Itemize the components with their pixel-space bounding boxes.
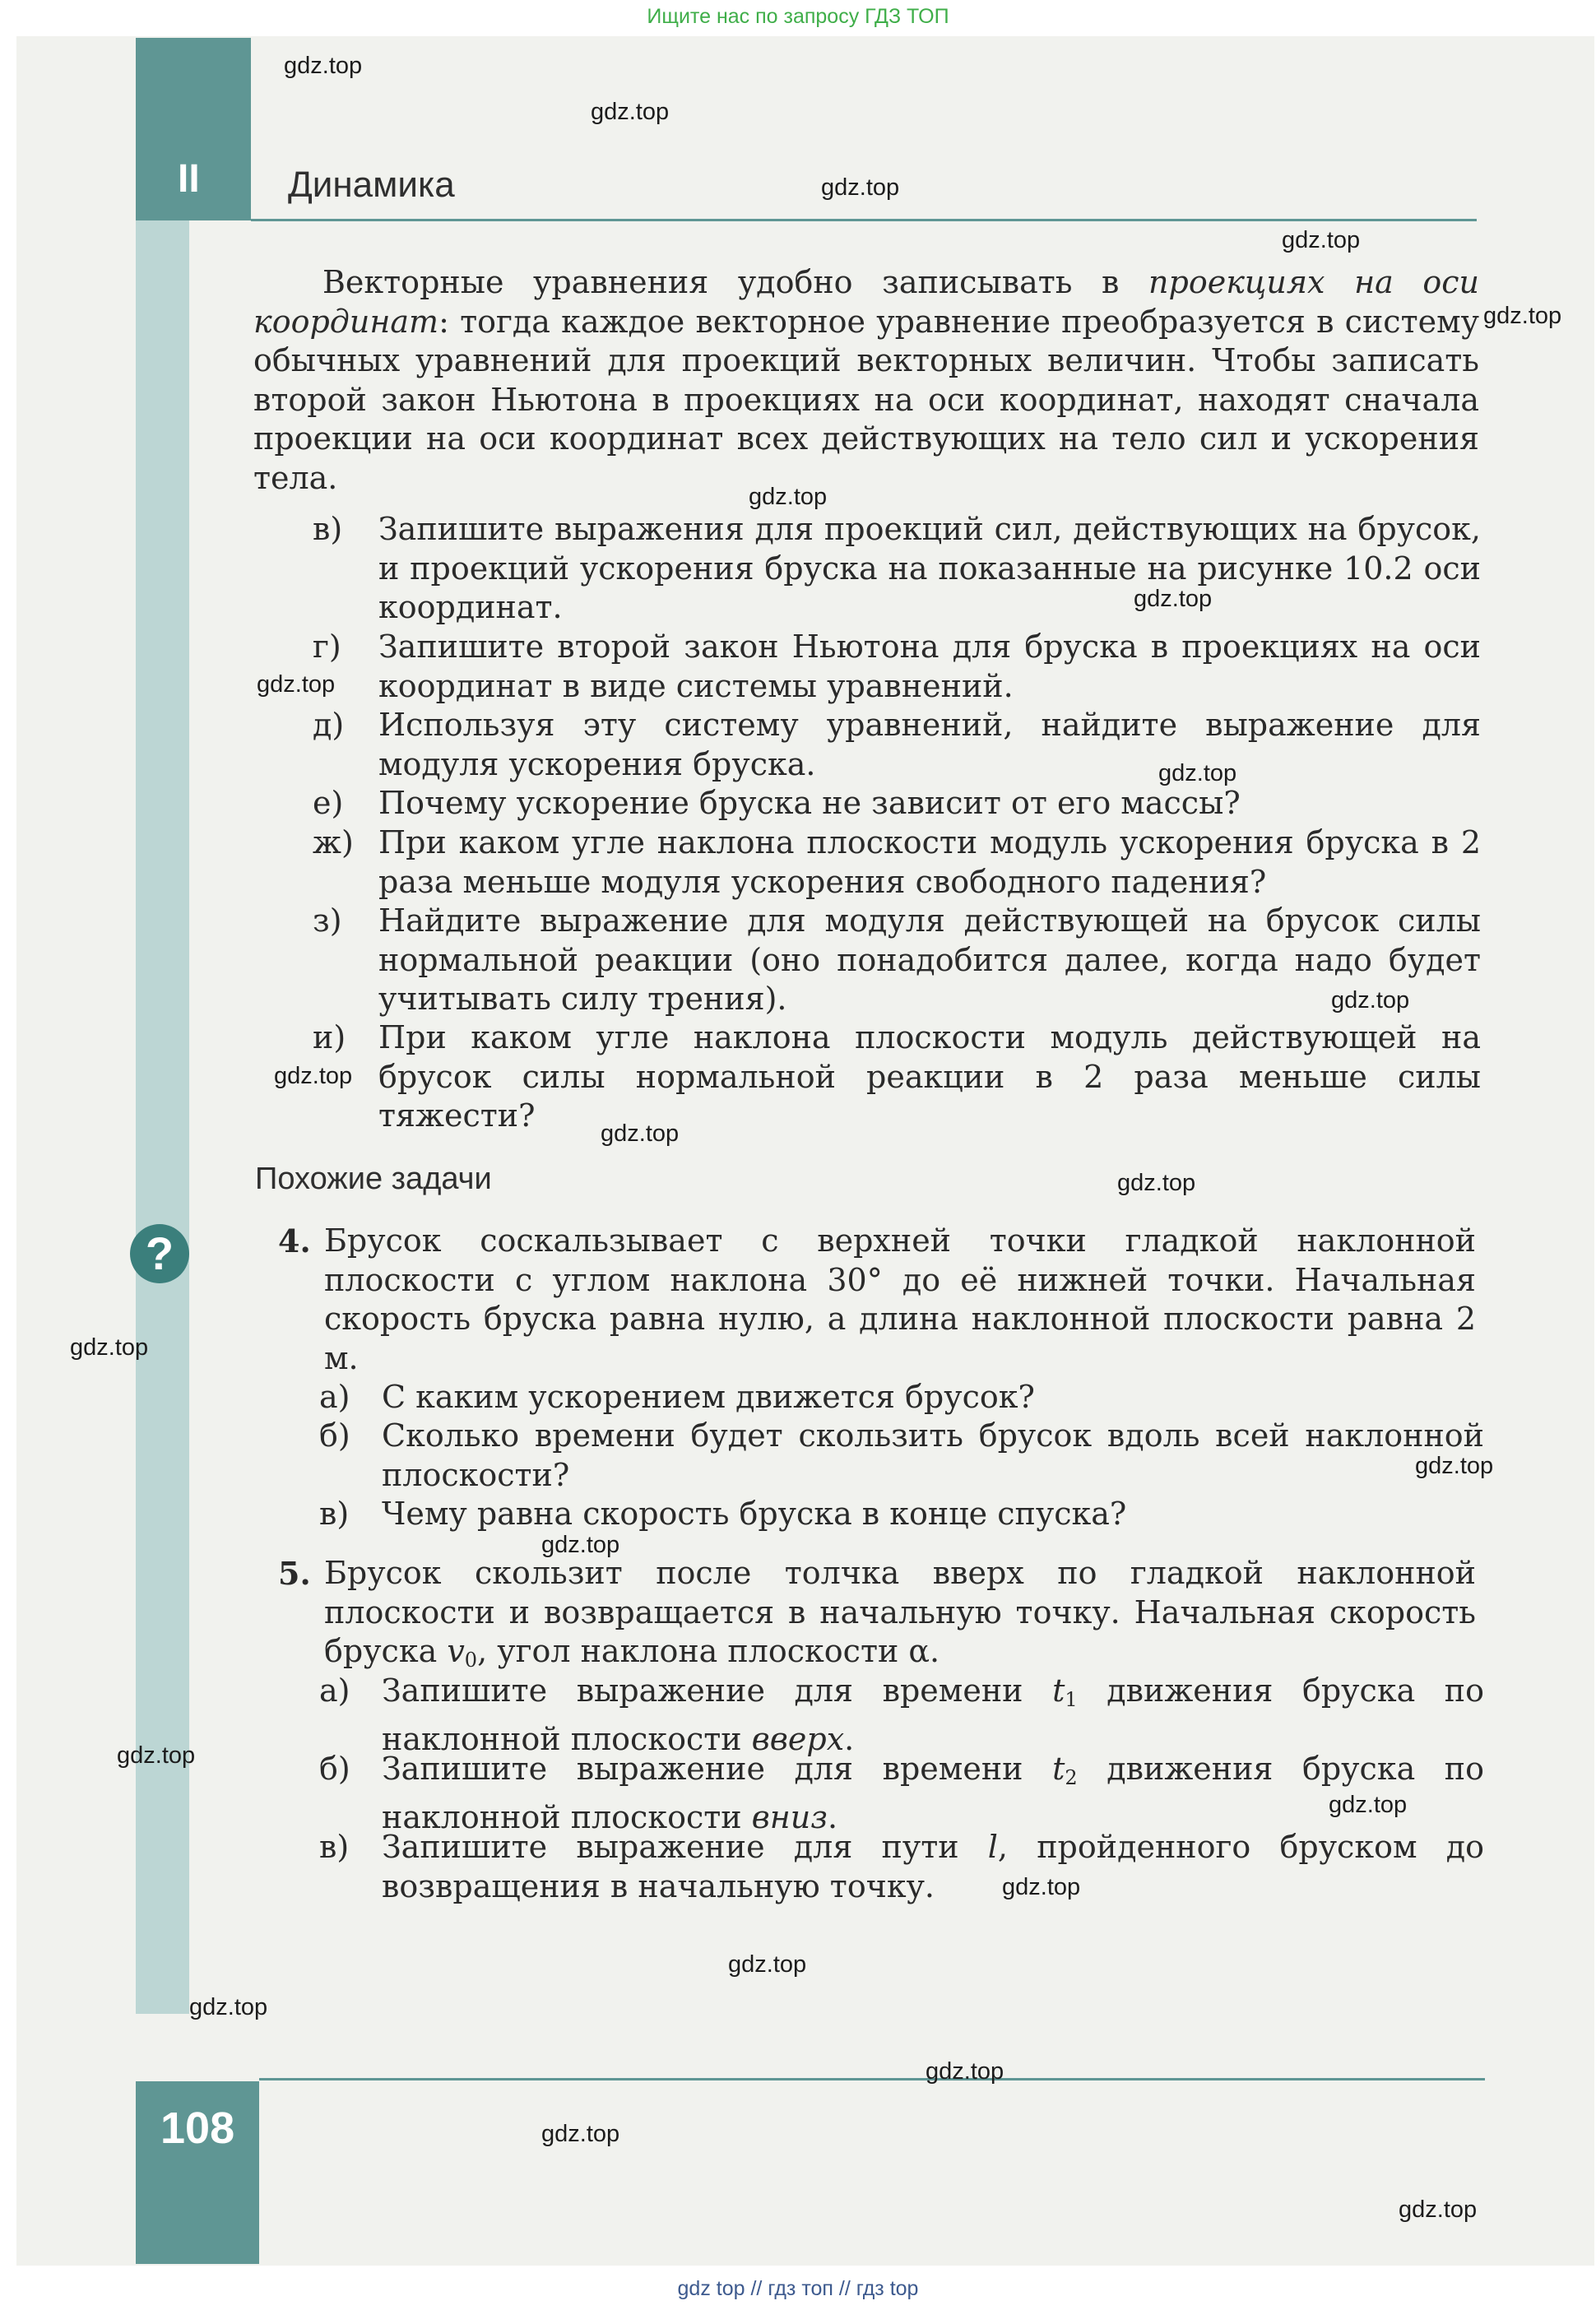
intro-part1: Векторные уравнения удобно записывать в [322,264,1149,300]
task-text-a: Брусок скользит после толчка вверх по гладкой наклонной плоскости и возвращается в начальную точку. Начальная скорость бруска [324,1555,1476,1669]
question-e [313,784,1481,823]
watermark: gdz.top [1483,303,1562,329]
watermark: gdz.top [541,2121,620,2147]
task-5-b [319,1750,1485,1837]
subtask-end: . [844,1720,855,1757]
subtask-end: . [828,1798,838,1835]
question-zh [313,823,1481,902]
subtask-text: Сколько времени будет скользить брусок вдоль всей наклонной плоскости? [382,1417,1484,1493]
task-4-c [319,1495,1484,1534]
question-label: г) [313,629,341,665]
subtask-text: движения бруска по наклонной плоскости [382,1751,1485,1835]
task-5-c [319,1828,1485,1906]
watermark: gdz.top [728,1951,807,1978]
task-4-b [319,1417,1484,1495]
watermark: gdz.top [257,671,336,698]
header-rule [251,219,1477,221]
task-number: 5. [278,1555,311,1592]
bottom-banner: gdz top // гдз топ // гдз top [677,2277,919,2300]
watermark: gdz.top [1134,586,1213,612]
question-label: и) [313,1019,346,1055]
subtask-label: в) [319,1496,350,1532]
task-text: Брусок соскальзывает с верхней точки гладкой наклонной плоскости с углом наклона 30° до её нижней точки. Начальная скорость бруска равна нулю, а длина наклонной плоскости равна 2 м. [324,1222,1476,1376]
velocity-subscript: 0 [464,1649,478,1672]
watermark: gdz.top [591,99,670,125]
subtask-text: , пройденного бруском до возвращения в начальную точку. [382,1829,1485,1904]
subtask-text: Чему равна скорость бруска в конце спуска? [382,1496,1127,1532]
watermark: gdz.top [601,1120,680,1147]
watermark: gdz.top [749,484,828,510]
direction-emphasis: вниз [751,1798,828,1835]
question-text: При каком угле наклона плоскости модуль ускорения бруска в 2 раза меньше модуля ускорения свободного падения? [378,824,1481,900]
intro-part2: : тогда каждое векторное уравнение преобразуется в систему обычных уравнений для проекций векторных величин. Чтобы записать второй закон Ньютона в проекциях на оси координат, находят сначала проекции на оси координат всех действующих на тело сил и ускорения тела. [253,303,1479,496]
question-text: При каком угле наклона плоскости модуль действующей на брусок силы нормальной реакции в 2 раза меньше силы тяжести? [378,1019,1481,1134]
watermark: gdz.top [284,53,363,79]
top-banner: Ищите нас по запросу ГДЗ ТОП [647,5,949,28]
intro-emphasis: проекциях на оси координат [253,264,1479,340]
task-5-a [319,1672,1485,1759]
question-z [313,902,1481,1019]
task-text-b: , угол наклона плоскости α. [477,1633,940,1669]
subtask-label: а) [319,1379,350,1415]
watermark: gdz.top [1329,1792,1408,1818]
task-4 [278,1222,1476,1378]
time-subscript: 1 [1065,1688,1078,1711]
watermark: gdz.top [541,1532,620,1558]
task-5 [278,1554,1476,1681]
subtask-label: а) [319,1672,350,1709]
page-number: 108 [160,2104,235,2153]
time-symbol: t [1052,1672,1065,1709]
question-d [313,706,1481,784]
subtask-text: Запишите выражение для пути [382,1829,988,1865]
question-text: Запишите выражения для проекций сил, действующих на брусок, и проекций ускорения бруска на показанные на рисунке 10.2 оси координат. [378,511,1481,625]
path-symbol: l [987,1829,998,1865]
subtask-label: б) [319,1417,350,1454]
question-v [313,510,1481,628]
watermark: gdz.top [1117,1170,1196,1196]
question-label: в) [313,511,343,547]
intro-paragraph [253,263,1479,498]
watermark: gdz.top [1282,227,1361,253]
subtask-text: движения бруска по наклонной плоскости [382,1672,1485,1757]
footer-rule [259,2078,1485,2080]
section-number: II [178,157,200,201]
question-g [313,628,1481,706]
watermark: gdz.top [70,1334,149,1361]
direction-emphasis: вверх [751,1720,845,1757]
watermark: gdz.top [274,1063,353,1089]
time-subscript: 2 [1065,1766,1078,1789]
question-mark-icon: ? [130,1224,189,1283]
subtask-label: в) [319,1829,350,1865]
question-label: д) [313,707,345,743]
velocity-symbol: v [447,1633,465,1669]
question-label: ж) [313,824,354,860]
watermark: gdz.top [1331,987,1410,1014]
watermark: gdz.top [117,1742,196,1769]
question-text: Почему ускорение бруска не зависит от его массы? [378,785,1241,821]
watermark: gdz.top [1415,1453,1494,1479]
watermark: gdz.top [189,1994,268,2020]
page-title: Динамика [288,165,455,205]
question-text: Используя эту систему уравнений, найдите выражение для модуля ускорения бруска. [378,707,1481,782]
watermark: gdz.top [1158,760,1237,786]
subtask-text: С каким ускорением движется брусок? [382,1379,1035,1415]
question-label: з) [313,902,342,939]
time-symbol: t [1052,1751,1065,1787]
task-number: 4. [278,1222,311,1259]
subtask-text: Запишите выражение для времени [382,1672,1053,1709]
watermark: gdz.top [1002,1874,1081,1900]
subtask-label: б) [319,1751,350,1787]
similar-tasks-heading: Похожие задачи [255,1162,492,1196]
question-text: Найдите выражение для модуля действующей на брусок силы нормальной реакции (оно понадобится далее, когда надо будет учитывать силу трения). [378,902,1481,1017]
question-text: Запишите второй закон Ньютона для бруска в проекциях на оси координат в виде системы уравнений. [378,629,1481,704]
question-label: е) [313,785,344,821]
subtask-text: Запишите выражение для времени [382,1751,1053,1787]
watermark: gdz.top [821,174,900,201]
watermark: gdz.top [1399,2196,1478,2223]
watermark: gdz.top [926,2058,1004,2085]
task-4-a [319,1378,1484,1417]
